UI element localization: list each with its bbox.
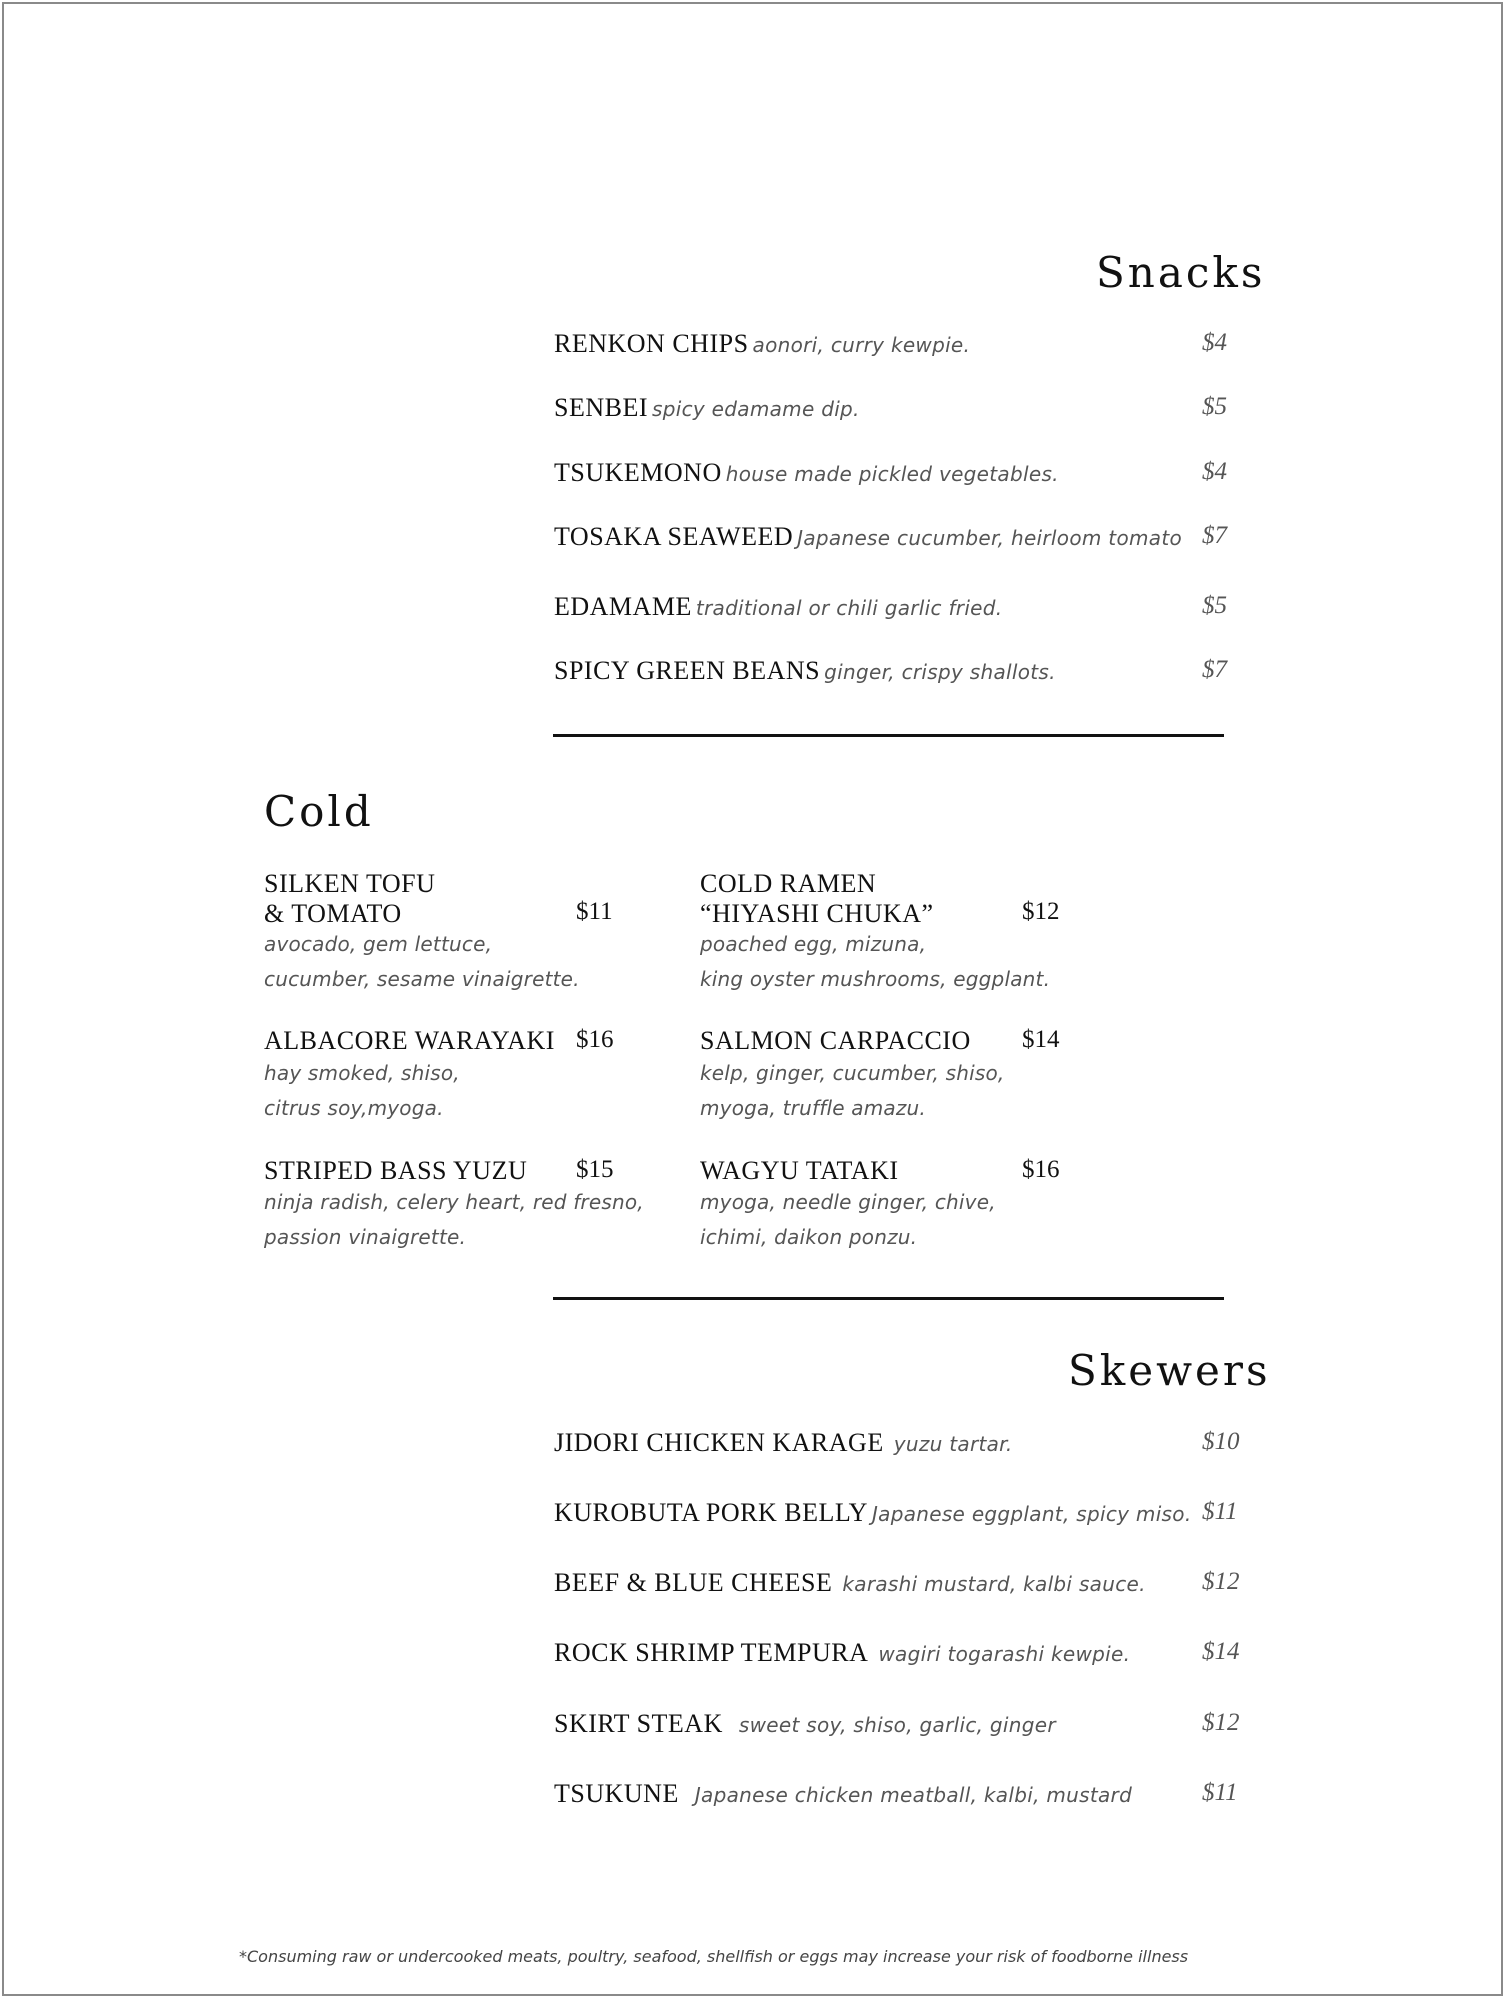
item-price: $12 bbox=[1202, 1568, 1240, 1595]
item-price: $10 bbox=[1202, 1428, 1240, 1455]
item-description: spicy edamame dip. bbox=[652, 397, 860, 421]
item-name: SPICY GREEN BEANS bbox=[554, 656, 821, 685]
item-price: $11 bbox=[1202, 1779, 1238, 1806]
item-name: WAGYU TATAKI bbox=[700, 1156, 899, 1185]
item-description: kelp, ginger, cucumber, shiso, myoga, truffle amazu. bbox=[700, 1061, 1005, 1120]
item-description: aonori, curry kewpie. bbox=[752, 333, 971, 357]
item-name: TSUKUNE bbox=[554, 1779, 679, 1808]
item-price: $4 bbox=[1202, 329, 1227, 356]
item-description: avocado, gem lettuce, cucumber, sesame vinaigrette. bbox=[264, 932, 580, 991]
item-price: $15 bbox=[576, 1156, 614, 1183]
item-description: ginger, crispy shallots. bbox=[824, 660, 1056, 684]
item-name: SILKEN TOFU & TOMATO bbox=[264, 869, 436, 928]
item-name: COLD RAMEN “HIYASHI CHUKA” bbox=[700, 869, 934, 928]
item-description: poached egg, mizuna, king oyster mushrooms, eggplant. bbox=[700, 932, 1051, 991]
item-price: $4 bbox=[1202, 458, 1227, 485]
item-name: RENKON CHIPS bbox=[554, 329, 749, 358]
item-price: $7 bbox=[1202, 656, 1227, 683]
item-description: hay smoked, shiso, citrus soy,myoga. bbox=[264, 1061, 460, 1120]
section-divider bbox=[553, 1297, 1224, 1300]
item-price: $11 bbox=[1202, 1498, 1238, 1525]
menu-item bbox=[554, 1638, 1130, 1668]
item-description: traditional or chili garlic fried. bbox=[695, 596, 1003, 620]
item-name: KUROBUTA PORK BELLY bbox=[554, 1498, 868, 1527]
item-name: TSUKEMONO bbox=[554, 458, 722, 487]
item-price: $14 bbox=[1202, 1638, 1240, 1665]
item-name: JIDORI CHICKEN KARAGE bbox=[554, 1428, 884, 1457]
menu-item bbox=[554, 1428, 1013, 1458]
section-title-cold: Cold bbox=[264, 787, 374, 836]
menu-item bbox=[554, 329, 970, 359]
menu-item bbox=[554, 1709, 1056, 1739]
section-title-snacks: Snacks bbox=[1096, 248, 1266, 297]
section-title-skewers: Skewers bbox=[1068, 1346, 1271, 1395]
item-description: sweet soy, shiso, garlic, ginger bbox=[738, 1713, 1056, 1737]
item-description: wagiri togarashi kewpie. bbox=[878, 1642, 1131, 1666]
menu-item bbox=[554, 1779, 1132, 1809]
allergy-footnote: *Consuming raw or undercooked meats, poultry, seafood, shellfish or eggs may increase your risk of foodborne illness bbox=[239, 1947, 1189, 1966]
menu-item bbox=[554, 592, 1002, 622]
item-description: yuzu tartar. bbox=[893, 1432, 1013, 1456]
item-description: ninja radish, celery heart, red fresno, passion vinaigrette. bbox=[264, 1190, 644, 1249]
item-price: $16 bbox=[576, 1026, 614, 1053]
item-price: $5 bbox=[1202, 393, 1227, 420]
item-name: SALMON CARPACCIO bbox=[700, 1026, 971, 1055]
menu-item bbox=[554, 458, 1059, 488]
item-name: ROCK SHRIMP TEMPURA bbox=[554, 1638, 869, 1667]
section-divider bbox=[553, 734, 1224, 737]
menu-item bbox=[554, 656, 1056, 686]
item-description: Japanese cucumber, heirloom tomato bbox=[797, 526, 1182, 550]
item-price: $14 bbox=[1022, 1026, 1060, 1053]
menu-page bbox=[2, 2, 1503, 1996]
item-name: BEEF & BLUE CHEESE bbox=[554, 1568, 833, 1597]
item-description: Japanese chicken meatball, kalbi, mustard bbox=[694, 1783, 1133, 1807]
item-description: house made pickled vegetables. bbox=[725, 462, 1059, 486]
item-name: STRIPED BASS YUZU bbox=[264, 1156, 528, 1185]
item-price: $12 bbox=[1202, 1709, 1240, 1736]
item-price: $12 bbox=[1022, 898, 1060, 925]
item-name: SKIRT STEAK bbox=[554, 1709, 723, 1738]
item-description: myoga, needle ginger, chive, ichimi, daikon ponzu. bbox=[700, 1190, 996, 1249]
item-price: $7 bbox=[1202, 522, 1227, 549]
menu-item bbox=[554, 522, 1182, 552]
item-name: SENBEI bbox=[554, 393, 648, 422]
menu-item bbox=[554, 393, 860, 423]
item-name: EDAMAME bbox=[554, 592, 692, 621]
item-name: ALBACORE WARAYAKI bbox=[264, 1026, 555, 1055]
item-price: $5 bbox=[1202, 592, 1227, 619]
item-description: karashi mustard, kalbi sauce. bbox=[842, 1572, 1146, 1596]
item-description: Japanese eggplant, spicy miso. bbox=[871, 1502, 1192, 1526]
menu-item bbox=[554, 1498, 1191, 1528]
item-price: $16 bbox=[1022, 1156, 1060, 1183]
item-price: $11 bbox=[576, 898, 613, 925]
item-name: TOSAKA SEAWEED bbox=[554, 522, 794, 551]
menu-item bbox=[554, 1568, 1146, 1598]
